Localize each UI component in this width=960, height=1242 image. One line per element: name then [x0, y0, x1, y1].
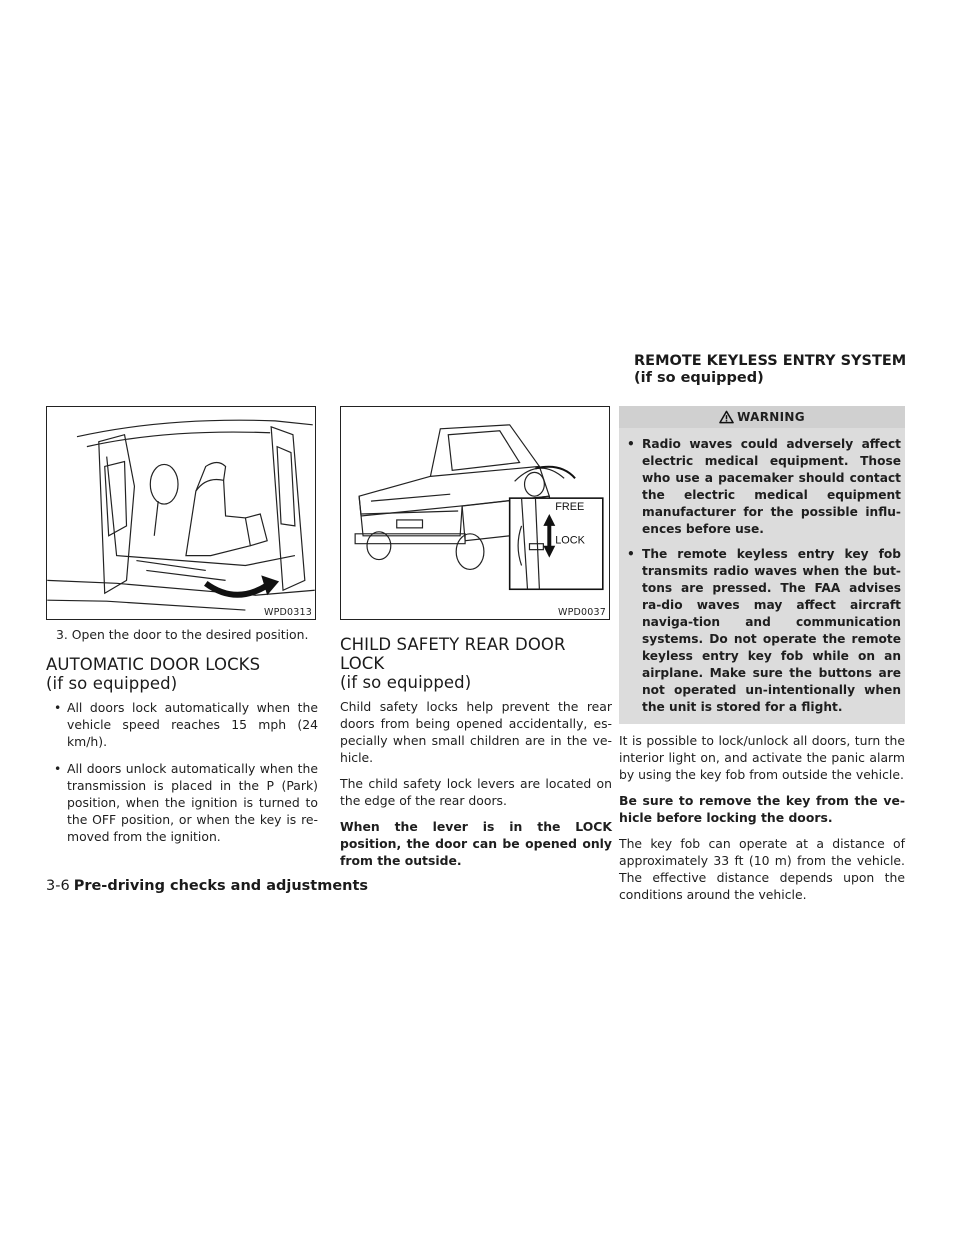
page-footer — [46, 878, 368, 894]
automatic-door-locks-heading: AUTOMATIC DOOR LOCKS (if so equipped) — [46, 655, 261, 693]
label-free: FREE — [555, 501, 585, 514]
figure-code: WPD0313 — [263, 607, 312, 618]
automatic-locks-list — [46, 699, 318, 845]
column-middle — [340, 406, 612, 878]
figure-open-door — [46, 406, 316, 620]
list-item: • Radio waves could adversely affect electric medical equipment. Those who use a pacemaker should contact the electric medical equipment manufacturer for the possible influ-ences before use. — [627, 437, 901, 536]
warning-list — [619, 436, 905, 716]
column-left — [46, 406, 318, 855]
keyless-paragraph-2: Be sure to remove the key from the ve-hicle before locking the doors. — [619, 793, 905, 825]
child-lock-paragraph-3: When the lever is in the LOCK position, the door can be opened only from the outside. — [340, 819, 612, 868]
child-lock-paragraph-2: The child safety lock levers are located on the edge of the rear doors. — [340, 776, 612, 808]
column-right — [619, 406, 905, 912]
footer-title: Pre-driving checks and adjustments — [73, 878, 369, 894]
figure-child-lock — [340, 406, 610, 620]
section-heading: REMOTE KEYLESS ENTRY SYSTEM (if so equipped) — [634, 353, 907, 386]
keyless-paragraph-1: It is possible to lock/unlock all doors, turn the interior light on, and activate the panic alarm by using the key fob from outside the vehicle. — [619, 733, 905, 782]
label-lock: LOCK — [555, 534, 585, 547]
warning-header — [619, 406, 905, 428]
keyless-paragraph-3: The key fob can operate at a distance of approximately 33 ft (10 m) from the vehicle. The effective distance depends upon the conditions around the vehicle. — [619, 836, 905, 902]
list-item: • All doors unlock automatically when the transmission is placed in the P (Park) position, when the ignition is turned to the OFF position, or when the key is re-moved from the ignition. — [54, 761, 318, 844]
truck-illustration — [341, 407, 609, 619]
child-safety-lock-heading: CHILD SAFETY REAR DOOR LOCK (if so equipped) — [340, 635, 566, 692]
warning-title: WARNING — [737, 410, 805, 424]
list-item: • All doors lock automatically when the vehicle speed reaches 15 mph (24 km/h). — [54, 700, 318, 749]
warning-box — [619, 406, 905, 724]
page-number: 3-6 — [46, 878, 70, 894]
warning-icon — [719, 410, 734, 424]
child-lock-paragraph-1: Child safety locks help prevent the rear doors from being opened accidentally, es-pecially when small children are in the ve-hicle. — [340, 699, 612, 765]
list-item: • The remote keyless entry key fob transmits radio waves when the but-tons are pressed. The FAA advises ra-dio waves may affect aircraft naviga-tion and communication systems. Do not operate the remote keyless entry key fob while on an airplane. Make sure the buttons are not operated un-intentionally when the unit is stored for a flight. — [627, 547, 901, 714]
door-illustration — [47, 407, 315, 619]
step-3: 3. Open the door to the desired position. — [56, 627, 309, 642]
figure-code: WPD0037 — [557, 607, 606, 618]
